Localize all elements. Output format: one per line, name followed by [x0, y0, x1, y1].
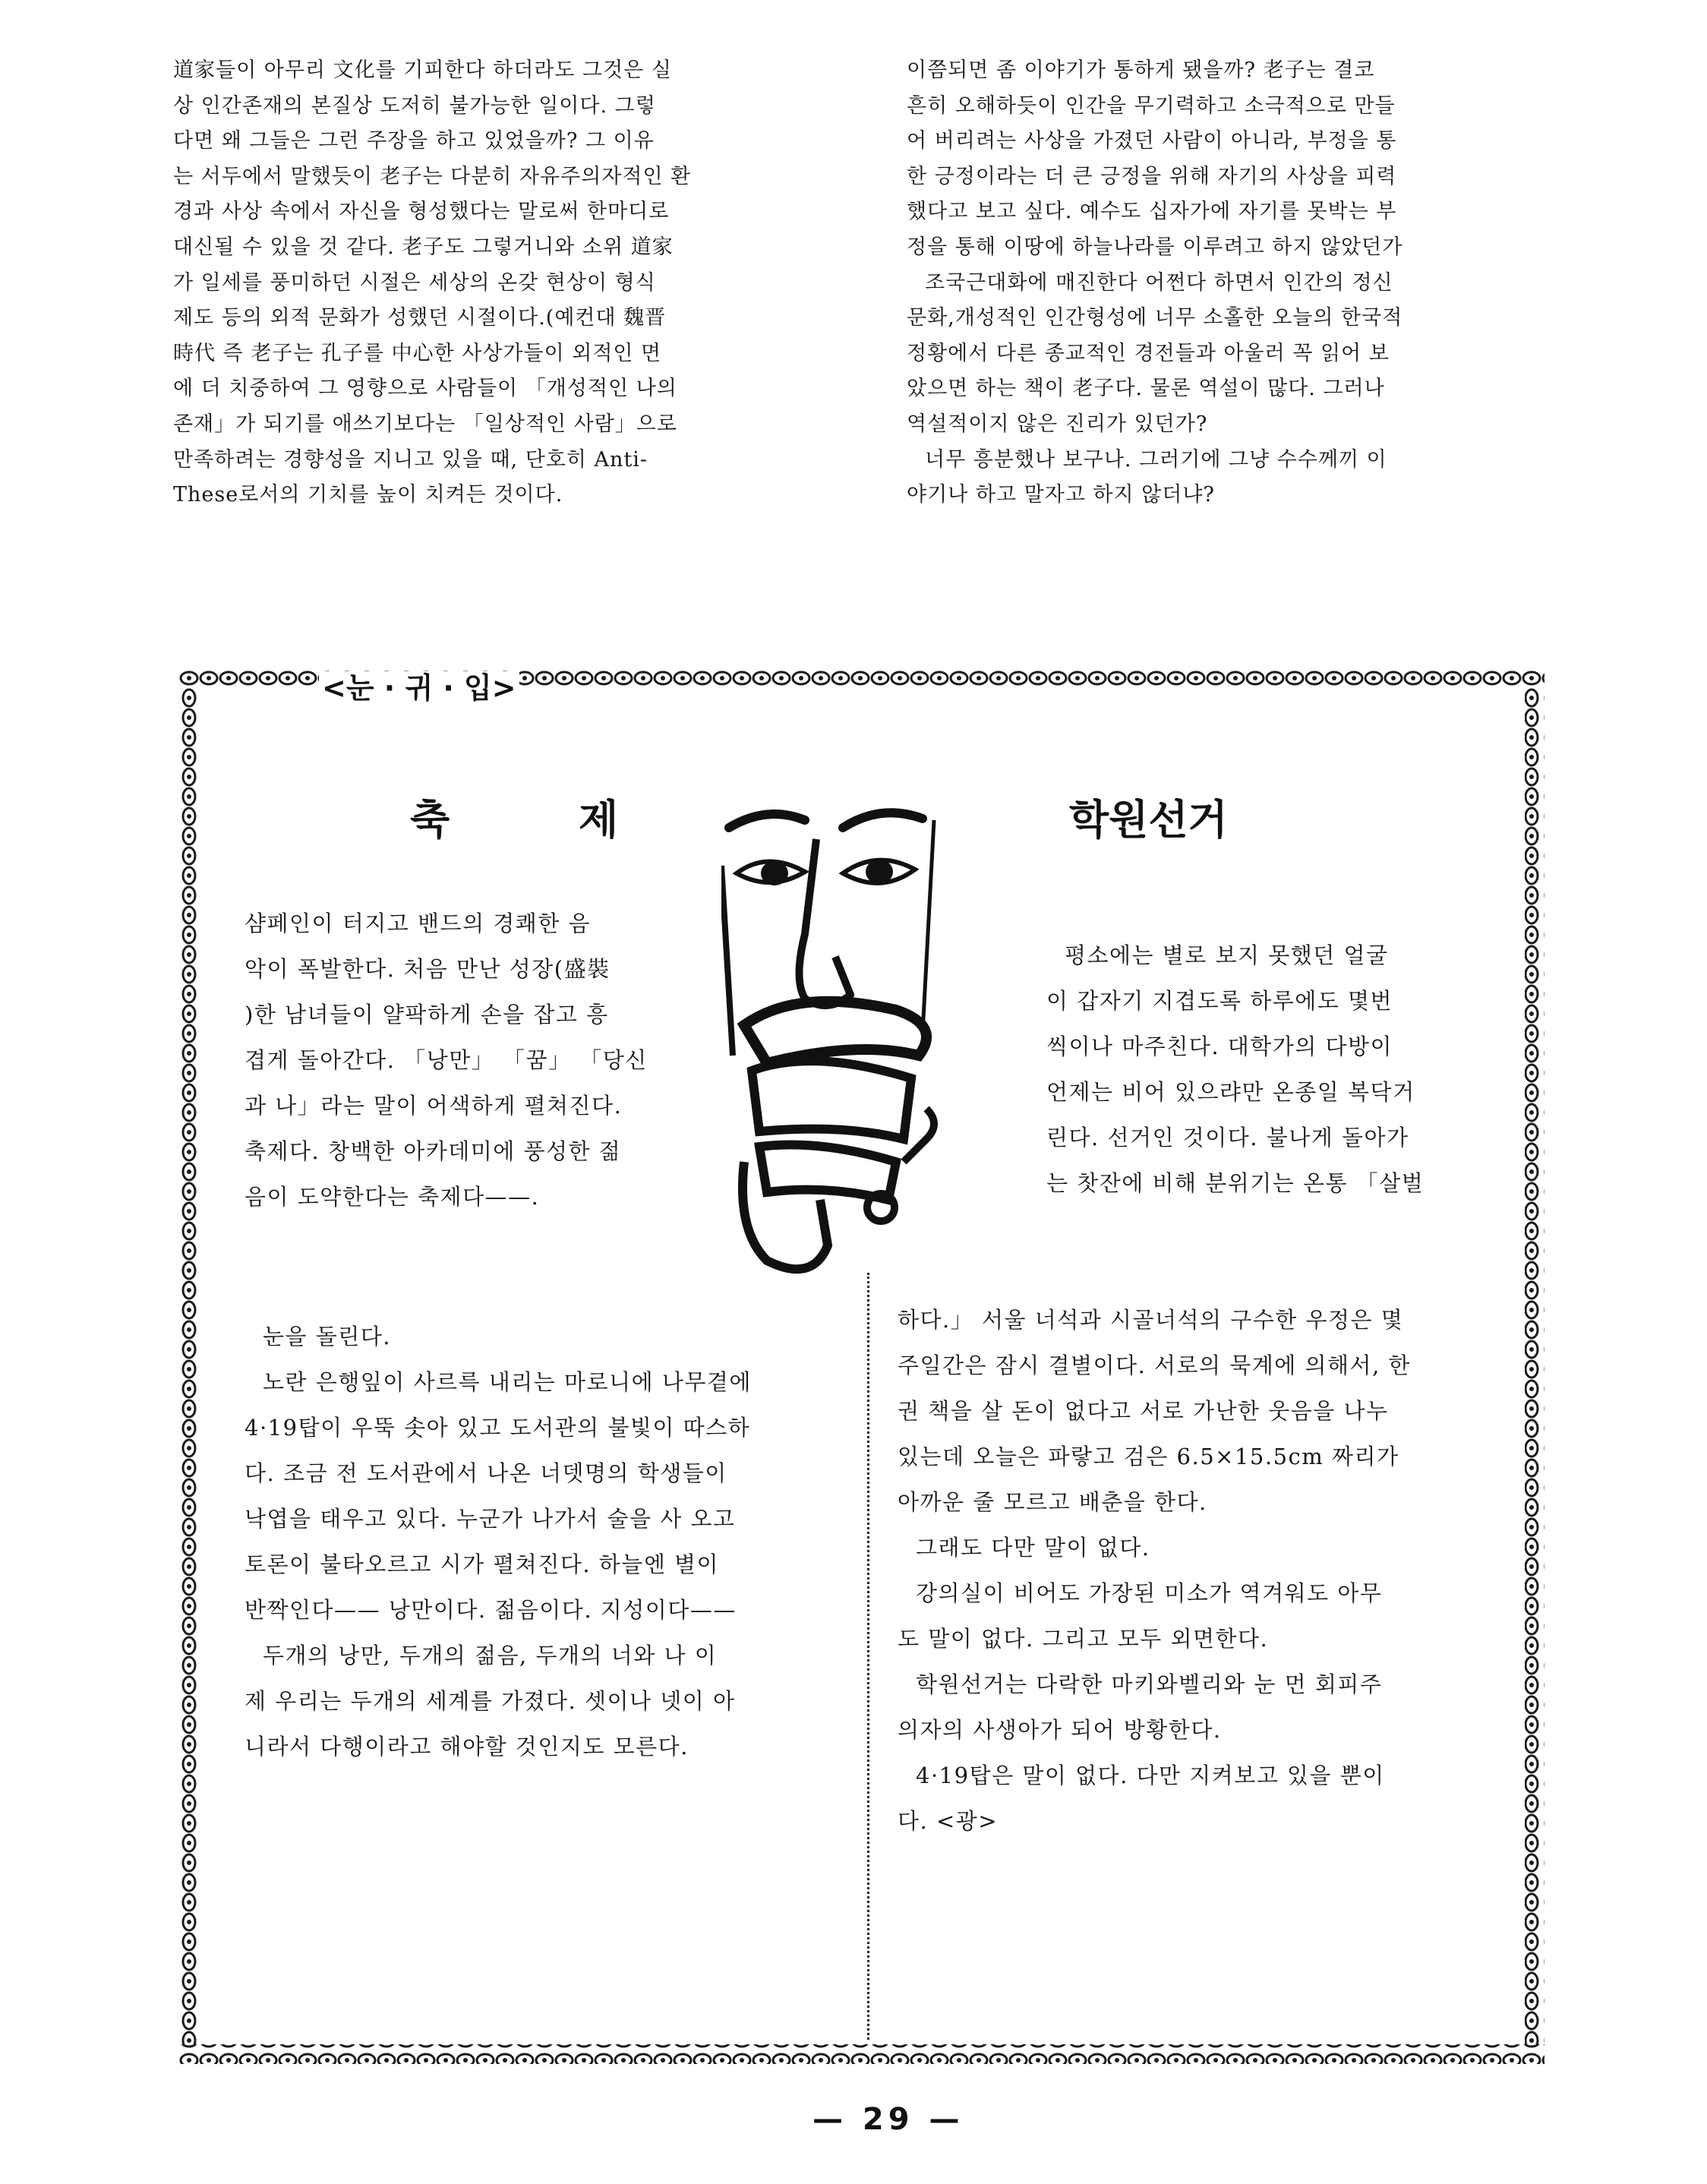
essay-line: 한 긍정이라는 더 큰 긍정을 위해 자기의 사상을 피력 — [907, 164, 1397, 188]
essay-line: 만족하려는 경향성을 지니고 있을 때, 단호히 Anti- — [173, 447, 648, 472]
page-number: — 29 — — [812, 2102, 964, 2137]
article-line: 주일간은 잠시 결별이다. 서로의 묵계에 의해서, 한 — [898, 1352, 1412, 1378]
essay-left-column — [173, 53, 834, 513]
article-line: 과 나」라는 말이 어색하게 펼쳐진다. — [245, 1093, 623, 1119]
article-line: 하다.」 서울 너석과 시골너석의 구수한 우정은 몇 — [898, 1307, 1404, 1333]
article-line: 낙엽을 태우고 있다. 누군가 나가서 술을 사 오고 — [245, 1506, 736, 1532]
article-line: 4·19탑이 우뚝 솟아 있고 도서관의 불빛이 따스하 — [245, 1415, 751, 1441]
article-line: 니라서 다행이라고 해야할 것인지도 모른다. — [245, 1734, 689, 1760]
essay-line: 어 버리려는 사상을 가졌던 사람이 아니라, 부정을 통 — [907, 129, 1397, 153]
article-line: 겹게 돌아간다. 「낭만」 「꿈」 「당신 — [245, 1047, 648, 1073]
article-line: 제 우리는 두개의 세계를 가졌다. 셋이나 넷이 아 — [245, 1688, 736, 1714]
essay-line: 했다고 보고 싶다. 예수도 십자가에 자기를 못박는 부 — [907, 200, 1397, 224]
essay-line: 상 인간존재의 본질상 도저히 불가능한 일이다. 그렇 — [173, 93, 656, 118]
article-line: 있는데 오늘은 파랗고 검은 6.5×15.5cm 짜리가 — [898, 1444, 1399, 1469]
essay-line: 야기나 하고 말자고 하지 않더냐? — [907, 483, 1215, 507]
article-line: 다. <광> — [898, 1808, 999, 1834]
essay-line: 흔히 오해하듯이 인간을 무기력하고 소극적으로 만들 — [907, 93, 1396, 118]
article-line: 두개의 낭만, 두개의 젊음, 두개의 너와 나 이 — [263, 1643, 718, 1668]
article-line: 학원선거는 다락한 마키와벨리와 눈 먼 회피주 — [916, 1671, 1383, 1697]
article-line: 린다. 선거인 것이다. 불나게 돌아가 — [1046, 1125, 1409, 1150]
article-line: 평소에는 별로 보지 못했던 얼굴 — [1065, 942, 1389, 968]
face-illustration — [721, 805, 949, 1291]
essay-line: 너무 흥분했나 보구나. 그러기에 그냥 수수께끼 이 — [925, 447, 1387, 472]
article-line: 샴페인이 터지고 밴드의 경쾌한 음 — [245, 911, 592, 936]
essay-line: 경과 사상 속에서 자신을 형성했다는 말로써 한마디로 — [173, 200, 670, 224]
essay-line: 에 더 치중하여 그 영향으로 사람들이 「개성적인 나의 — [173, 377, 677, 401]
article-line: 이 갑자기 지겹도록 하루에도 몇번 — [1046, 988, 1393, 1014]
essay-line: 았으면 하는 책이 老子다. 물론 역설이 많다. 그러나 — [907, 377, 1385, 401]
article-title-festival-part2: 제 — [579, 796, 619, 844]
article-line: 눈을 돌린다. — [263, 1324, 392, 1349]
essay-line: 가 일세를 풍미하던 시절은 세상의 온갖 현상이 형식 — [173, 270, 656, 295]
essay-line: 정황에서 다른 종교적인 경전들과 아울러 꼭 읽어 보 — [907, 341, 1390, 365]
festival-article-part1 — [245, 901, 648, 1220]
essay-line: 조국근대화에 매진한다 어쩐다 하면서 인간의 정신 — [925, 270, 1393, 295]
article-line: 토론이 불타오르고 시가 펼쳐진다. 하늘엔 별이 — [245, 1551, 720, 1577]
article-line: )한 남녀들이 얄팍하게 손을 잡고 흥 — [245, 1002, 609, 1027]
election-article-part2 — [898, 1297, 1411, 1844]
article-line: 음이 도약한다는 축제다——. — [245, 1184, 540, 1210]
article-line: 권 책을 살 돈이 없다고 서로 가난한 웃음을 나누 — [898, 1398, 1389, 1424]
article-line: 언제는 비어 있으랴만 온종일 복닥거 — [1046, 1079, 1415, 1105]
essay-line: 정을 통해 이땅에 하늘나라를 이루려고 하지 않았던가 — [907, 235, 1403, 259]
article-line: 씩이나 마주친다. 대학가의 다방이 — [1046, 1034, 1393, 1059]
article-line: 4·19탑은 말이 없다. 다만 지켜보고 있을 뿐이 — [916, 1763, 1385, 1788]
essay-line: 道家들이 아무리 文化를 기피한다 하더라도 그것은 실 — [173, 58, 672, 82]
essay-line: 문화,개성적인 인간형성에 너무 소홀한 오늘의 한국적 — [907, 306, 1403, 330]
article-line: 의자의 사생아가 되어 방황한다. — [898, 1717, 1222, 1743]
essay-line: 는 서두에서 말했듯이 老子는 다분히 자유주의자적인 환 — [173, 164, 692, 188]
article-line: 반짝인다—— 낭만이다. 젊음이다. 지성이다—— — [245, 1597, 737, 1623]
essay-line: 제도 등의 외적 문화가 성했던 시절이다.(예컨대 魏晋 — [173, 306, 667, 330]
festival-article-part2 — [245, 1314, 752, 1769]
election-article-part1 — [1046, 933, 1424, 1206]
column-header-label: <눈 · 귀 · 입> — [319, 671, 519, 705]
article-line: 그래도 다만 말이 없다. — [916, 1535, 1150, 1561]
essay-line: 다면 왜 그들은 그런 주장을 하고 있었을까? 그 이유 — [173, 129, 655, 153]
article-line: 아까운 줄 모르고 배춘을 한다. — [898, 1489, 1207, 1515]
essay-line: 역설적이지 않은 진리가 있던가? — [907, 412, 1208, 436]
essay-line: 時代 즉 老子는 孔子를 中心한 사상가들이 외적인 면 — [173, 341, 662, 365]
article-line: 다. 조금 전 도서관에서 나온 너뎃명의 학생들이 — [245, 1460, 727, 1486]
article-line: 강의실이 비어도 가장된 미소가 역겨워도 아무 — [916, 1580, 1383, 1606]
essay-line: 이쯤되면 좀 이야기가 통하게 됐을까? 老子는 결코 — [907, 58, 1375, 82]
essay-right-column — [907, 53, 1537, 513]
article-line: 축제다. 창백한 아카데미에 풍성한 젊 — [245, 1138, 622, 1164]
article-line: 노란 은행잎이 사르륵 내리는 마로니에 나무곁에 — [263, 1369, 752, 1395]
essay-line: 대신될 수 있을 것 같다. 老子도 그렇거니와 소위 道家 — [173, 235, 674, 259]
article-line: 도 말이 없다. 그리고 모두 외면한다. — [898, 1626, 1269, 1652]
column-divider — [867, 1273, 869, 2040]
article-title-festival-part1: 축 — [410, 796, 450, 844]
article-line: 는 찻잔에 비해 분위기는 온통 「살벌 — [1046, 1170, 1425, 1196]
essay-line: These로서의 기치를 높이 치켜든 것이다. — [173, 483, 563, 507]
article-title-campus-election: 학원선거 — [1069, 796, 1228, 844]
essay-line: 존재」가 되기를 애쓰기보다는 「일상적인 사람」으로 — [173, 412, 677, 436]
article-line: 악이 폭발한다. 처음 만난 성장(盛裝 — [245, 956, 611, 982]
